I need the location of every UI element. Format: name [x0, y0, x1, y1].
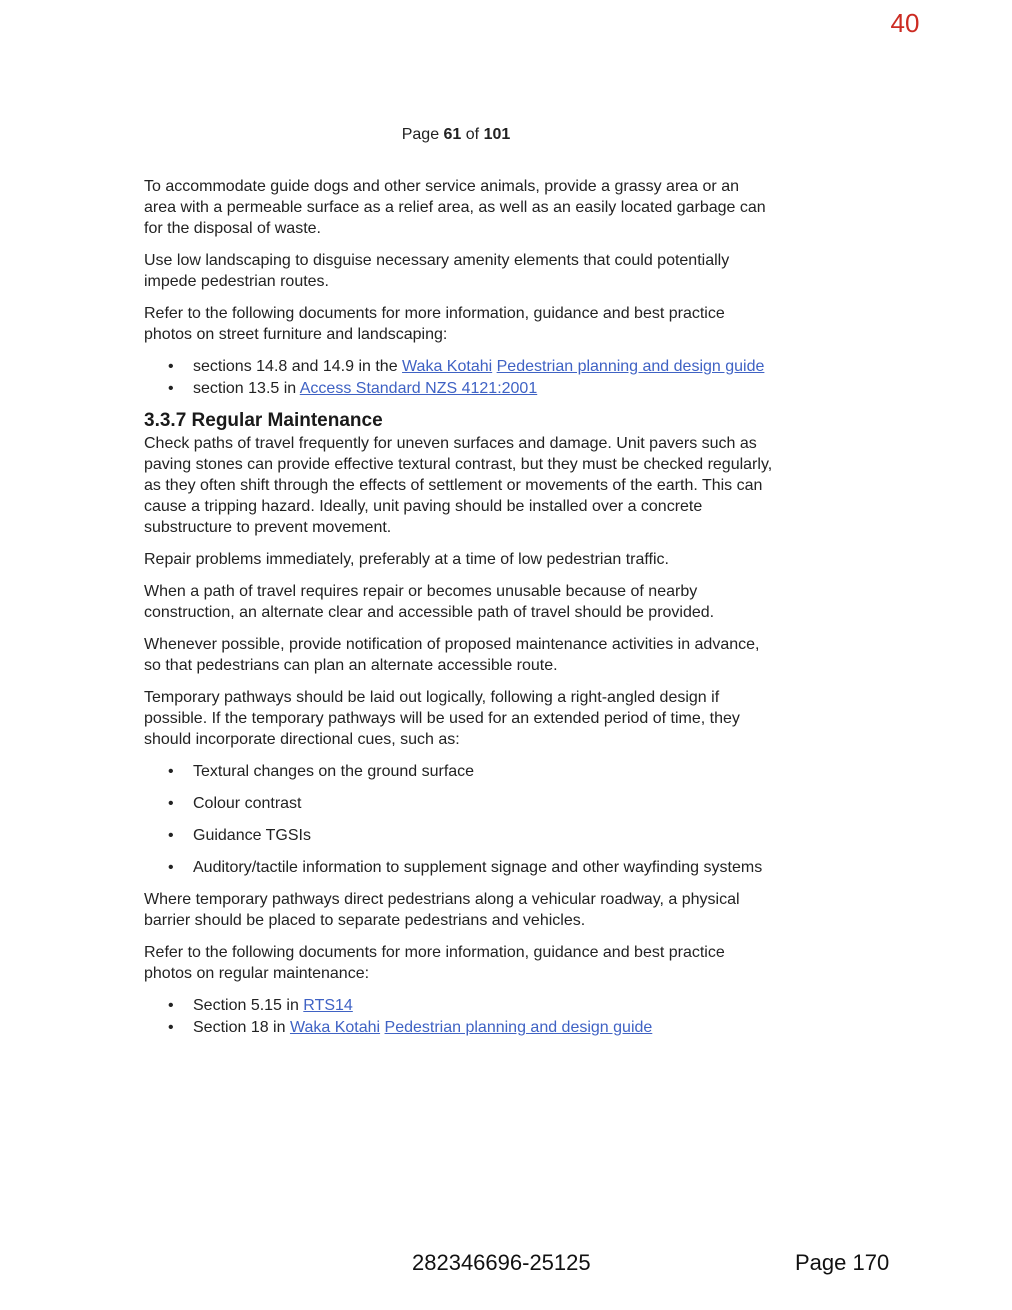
page-stamp-number: 40: [890, 8, 920, 38]
directional-cues-list: [144, 761, 774, 878]
document-page-indicator: [0, 126, 912, 144]
list-item: [144, 378, 774, 399]
paragraph-notification: Whenever possible, provide notification of proposed maintenance activities in advance, so that pedestrians can plan an alternate accessible route.: [144, 636, 760, 674]
rts14-link[interactable]: RTS14: [303, 997, 353, 1014]
paragraph-low-landscaping: Use low landscaping to disguise necessary amenity elements that could potentially impede pedestrian routes.: [144, 252, 730, 290]
paragraph-temporary-pathways: Temporary pathways should be laid out logically, following a right-angled design if possible. If the temporary pathways will be used for an extended period of time, they should incorporate directional cues, such as:: [144, 689, 740, 748]
waka-kotahi-link[interactable]: Waka Kotahi: [289, 1019, 381, 1036]
page-total: 101: [483, 126, 511, 143]
reference-text: section 13.5 in: [193, 380, 300, 397]
list-item: • Guidance TGSIs: [144, 825, 774, 846]
access-standard-link[interactable]: Access Standard NZS 4121:2001: [299, 380, 538, 397]
paragraph-check-paths: Check paths of travel frequently for uneven surfaces and damage. Unit pavers such as paving stones can provide effective textural contrast, but they must be checked regularly, as they often shift through the effects of settlement or movements of the earth. This can cause a tripping hazard. Ideally, unit paving should be installed over a concrete substructure to prevent movement.: [144, 435, 773, 536]
list-item: [144, 356, 774, 377]
list-item: [144, 995, 774, 1016]
footer-document-id: 282346696-25125: [412, 1250, 591, 1275]
paragraph-repair: Repair problems immediately, preferably at a time of low pedestrian traffic.: [144, 551, 669, 568]
reference-text: sections 14.8 and 14.9 in the: [193, 358, 403, 375]
paragraph-alternate-path: When a path of travel requires repair or becomes unusable because of nearby construction, an alternate clear and accessible path of travel should be provided.: [144, 583, 715, 621]
page-current: 61: [443, 126, 462, 143]
page-prefix: Page: [401, 126, 444, 143]
section-heading: 3.3.7 Regular Maintenance: [144, 410, 383, 431]
landscaping-reference-list: [144, 356, 774, 399]
maintenance-reference-list: [144, 995, 774, 1038]
pedestrian-guide-link[interactable]: Pedestrian planning and design guide: [496, 358, 765, 375]
list-item: [144, 1017, 774, 1038]
list-item: • Auditory/tactile information to supplement signage and other wayfinding systems: [144, 857, 774, 878]
reference-text: Section 5.15 in: [193, 997, 304, 1014]
reference-text: Section 18 in: [193, 1019, 290, 1036]
paragraph-refer-landscaping: Refer to the following documents for more information, guidance and best practice photos on street furniture and landscaping:: [144, 305, 725, 343]
paragraph-service-animals: To accommodate guide dogs and other service animals, provide a grassy area or an area with a permeable surface as a relief area, as well as an easily located garbage can for the disposal of waste.: [144, 178, 766, 237]
paragraph-refer-maintenance: Refer to the following documents for more information, guidance and best practice photos on regular maintenance:: [144, 944, 725, 982]
list-item: • Colour contrast: [144, 793, 774, 814]
waka-kotahi-link[interactable]: Waka Kotahi: [402, 358, 493, 375]
page-middle: of: [461, 126, 484, 143]
paragraph-physical-barrier: Where temporary pathways direct pedestrians along a vehicular roadway, a physical barrier should be placed to separate pedestrians and vehicles.: [144, 891, 740, 929]
pedestrian-guide-link[interactable]: Pedestrian planning and design guide: [384, 1019, 653, 1036]
document-body: [144, 176, 774, 1048]
footer-page-label: Page 170: [795, 1250, 890, 1275]
list-item: • Textural changes on the ground surface: [144, 761, 774, 782]
